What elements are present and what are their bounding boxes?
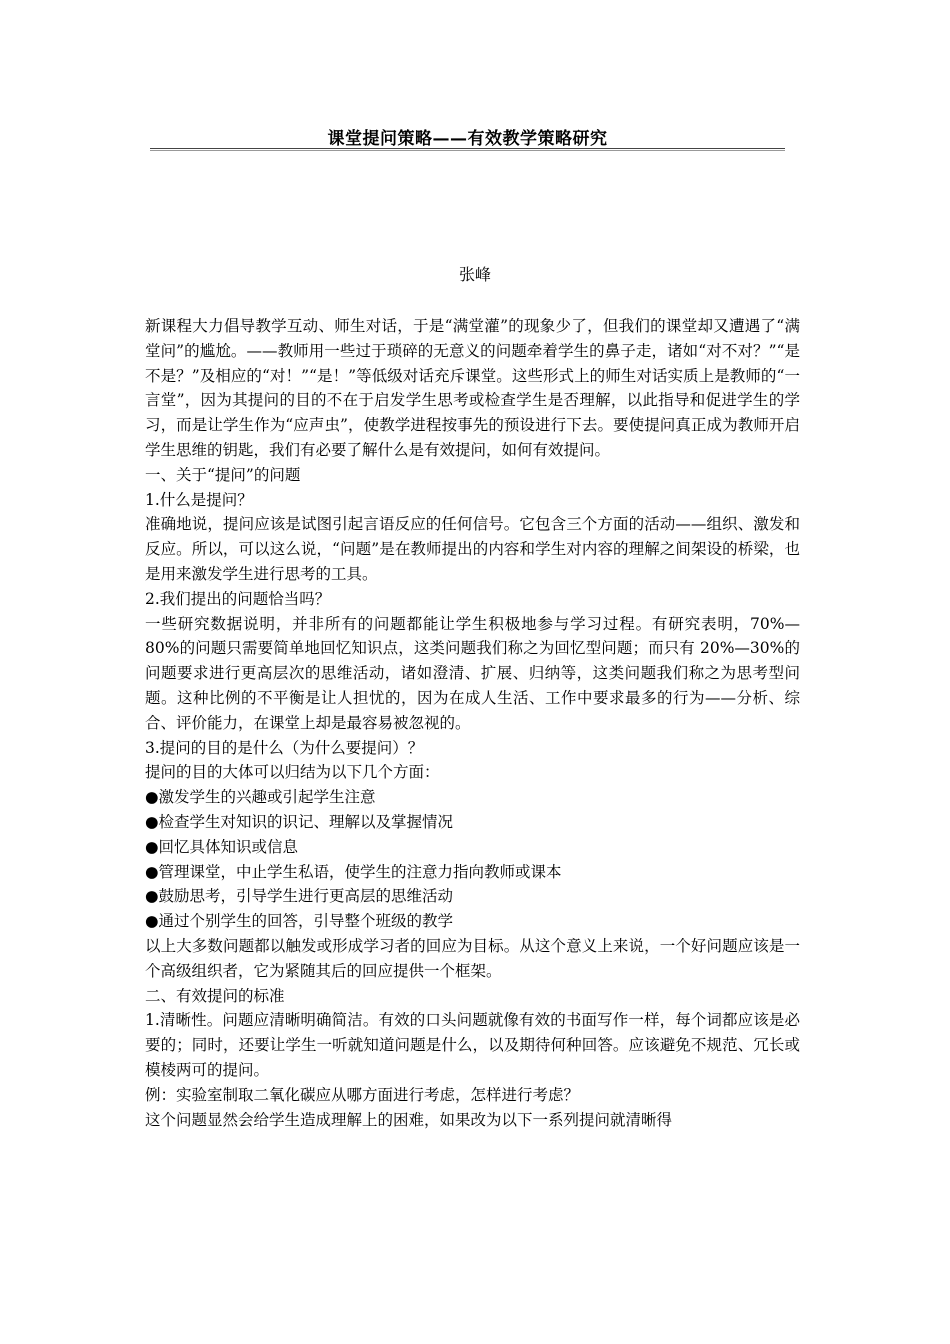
bullet-item: ●管理课堂，中止学生私语，使学生的注意力指向教师或课本 [145, 862, 562, 881]
body-paragraph: 这个问题显然会给学生造成理解上的困难，如果改为以下一系列提问就清晰得 [145, 1110, 673, 1129]
bullet-item: ●鼓励思考，引导学生进行更高层的思维活动 [145, 887, 454, 906]
section-heading-1: 一、关于“提问”的问题 [145, 465, 301, 484]
document-title: 课堂提问策略——有效教学策略研究 [327, 129, 608, 149]
bullet-item: ●激发学生的兴趣或引起学生注意 [145, 788, 376, 807]
body-paragraph: 提问的目的大体可以归结为以下几个方面： [145, 763, 440, 782]
body-paragraph: 一些研究数据说明，并非所有的问题都能让学生积极地参与学习过程。有研究表明，70%—80%的问题只需要简单地回忆知识点，这类问题我们称之为回忆型问题；而只有 20%—30%的问题要求进行更高层次的思维活动，诸如澄清、扩展、归纳等，这类问题我们称之为思考型问题。这种比例的不平衡是让人担忧的，因为在成人生活、工作中要求最多的行为——分析、综合、评价能力，在课堂上却是最容易被忽视的。 [145, 614, 800, 732]
document-body [145, 314, 800, 1132]
bullet-item: ●检查学生对知识的识记、理解以及掌握情况 [145, 812, 454, 831]
question-heading: 2.我们提出的问题恰当吗？ [145, 589, 331, 608]
body-paragraph: 以上大多数问题都以触发或形成学习者的回应为目标。从这个意义上来说，一个好问题应该是一个高级组织者，它为紧随其后的回应提供一个框架。 [145, 936, 800, 980]
question-heading: 1.什么是提问？ [145, 490, 253, 509]
body-paragraph: 1.清晰性。问题应清晰明确简洁。有效的口头问题就像有效的书面写作一样，每个词都应该是必要的；同时，还要让学生一听就知道问题是什么，以及期待何种回答。应该避免不规范、冗长或模棱两可的提问。 [145, 1011, 800, 1079]
author-name: 张峰 [458, 265, 491, 284]
example-paragraph: 例：实验室制取二氧化碳应从哪方面进行考虑，怎样进行考虑？ [145, 1085, 580, 1104]
intro-paragraph: 新课程大力倡导教学互动、师生对话，于是“满堂灌”的现象少了，但我们的课堂却又遭遇了“满堂问”的尴尬。——教师用一些过于琐碎的无意义的问题牵着学生的鼻子走，诸如“对不对？”“是不是？”及相应的“对！”“是！”等低级对话充斥课堂。这些形式上的师生对话实质上是教师的“一言堂”，因为其提问的目的不在于启发学生思考或检查学生是否理解，以此指导和促进学生的学习，而是让学生作为“应声虫”，使教学进程按事先的预设进行下去。要使提问真正成为教师开启学生思维的钥匙，我们有必要了解什么是有效提问，如何有效提问。 [145, 317, 800, 459]
bullet-item: ●通过个别学生的回答，引导整个班级的教学 [145, 912, 454, 931]
body-paragraph: 准确地说，提问应该是试图引起言语反应的任何信号。它包含三个方面的活动——组织、激发和反应。所以，可以这么说，“问题”是在教师提出的内容和学生对内容的理解之间架设的桥梁，也是用来激发学生进行思考的工具。 [145, 515, 800, 583]
bullet-item: ●回忆具体知识或信息 [145, 837, 299, 856]
title-underline [150, 148, 785, 151]
section-heading-2: 二、有效提问的标准 [145, 986, 285, 1005]
question-heading: 3.提问的目的是什么（为什么要提问）？ [145, 738, 424, 757]
